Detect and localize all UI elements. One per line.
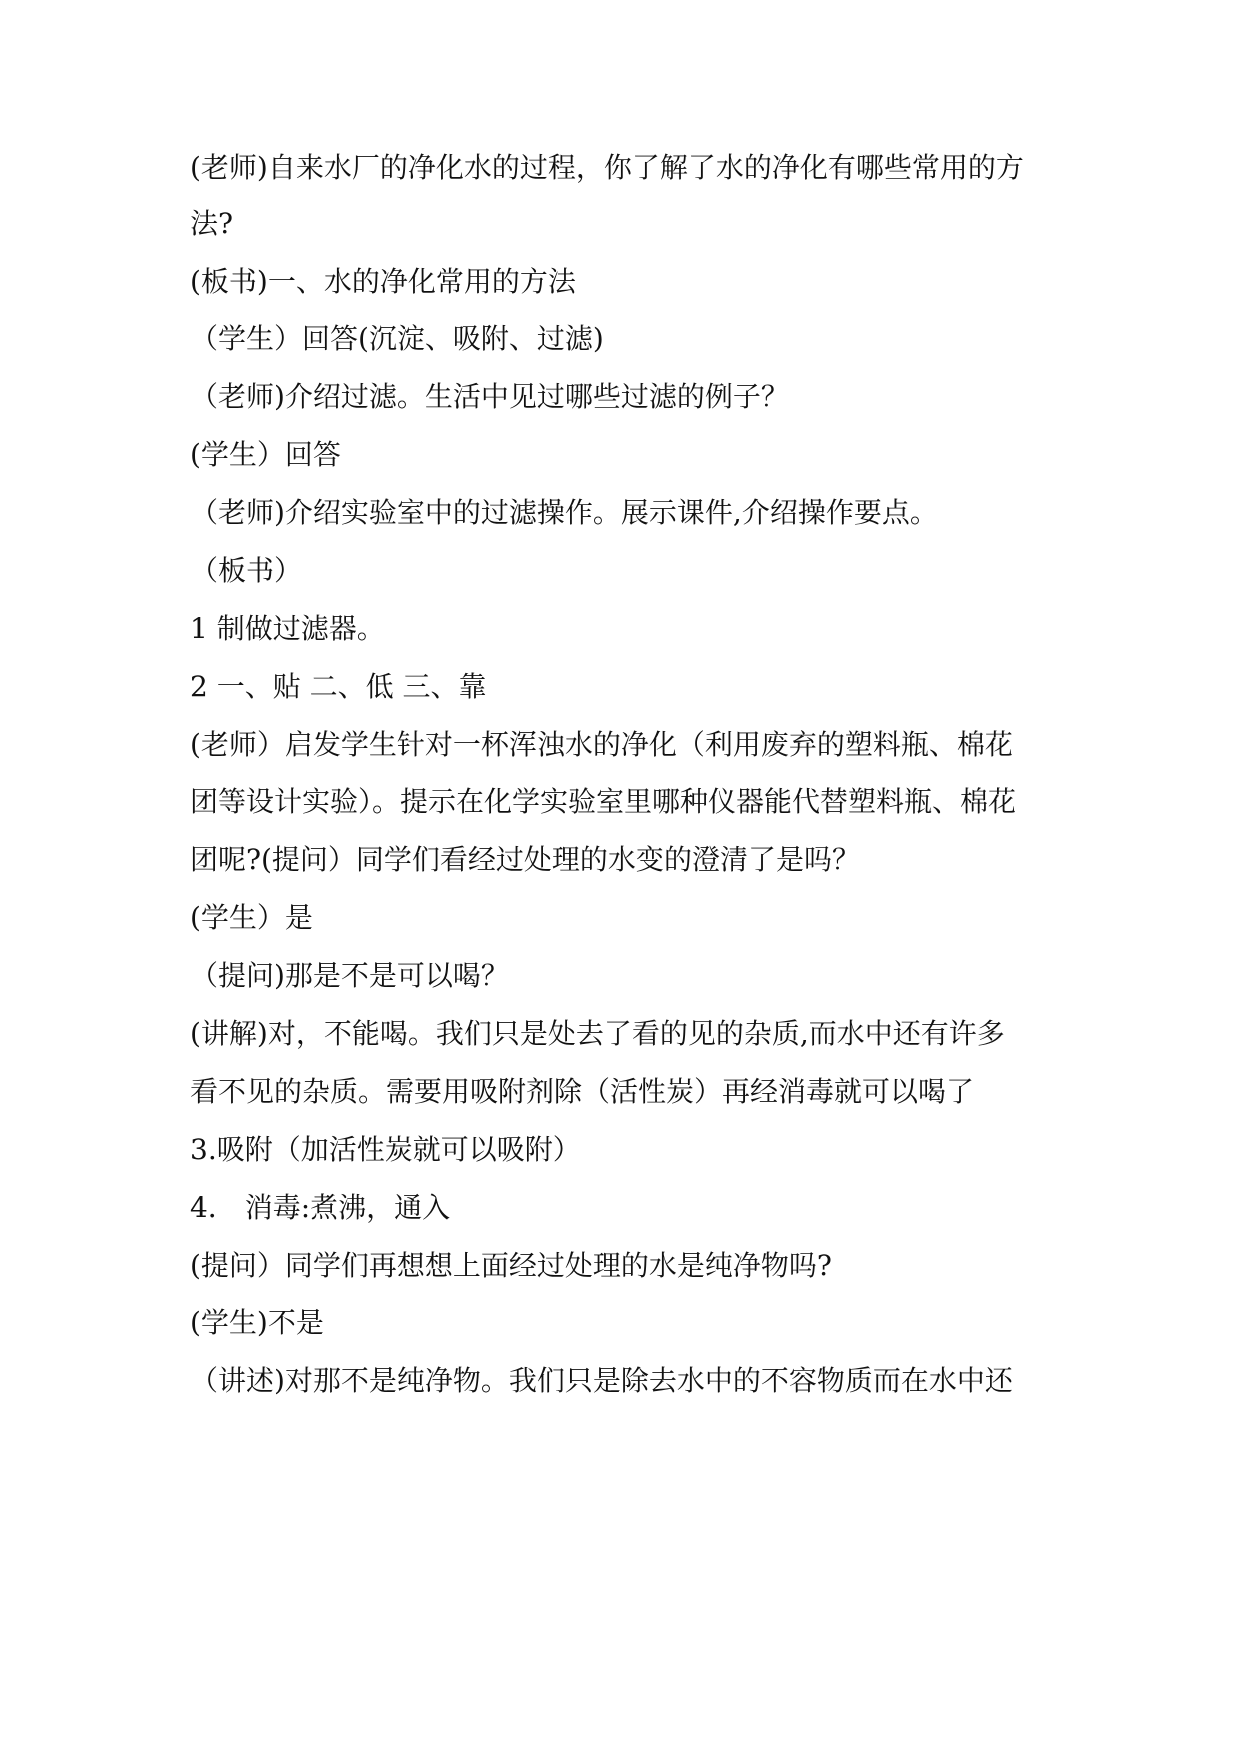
text-line: （提问)那是不是可以喝？ [190,959,509,992]
text-line: 团等设计实验）。提示在化学实验室里哪种仪器能代替塑料瓶、棉花 [190,785,1017,818]
text-line: (学生）是 [190,901,313,934]
text-line: （讲述)对那不是纯净物。我们只是除去水中的不容物质而在水中还 [190,1364,1013,1397]
text-line: （老师)介绍实验室中的过滤操作。展示课件,介绍操作要点。 [190,496,938,529]
text-line: (老师）启发学生针对一杯浑浊水的净化（利用废弃的塑料瓶、棉花 [190,728,1013,761]
text-line: (板书)一、水的净化常用的方法 [190,265,576,298]
text-line: 1 制做过滤器。 [190,612,385,645]
text-line: 3.吸附（加活性炭就可以吸附） [190,1133,581,1166]
text-line: 法? [190,207,234,240]
text-line: 看不见的杂质。需要用吸附剂除（活性炭）再经消毒就可以喝了 [190,1075,975,1108]
text-line: (学生）回答 [190,438,341,471]
text-line: (老师)自来水厂的净化水的过程，你了解了水的净化有哪些常用的方 [190,151,1024,184]
text-line: (学生)不是 [190,1306,324,1339]
text-line: （板书） [190,554,303,587]
text-line: （老师)介绍过滤。生活中见过哪些过滤的例子？ [190,380,789,413]
text-line: (讲解)对，不能喝。我们只是处去了看的见的杂质,而水中还有许多 [190,1017,1005,1050]
text-line: （学生）回答(沉淀、吸附、过滤) [190,322,604,355]
text-line: 2 一、贴 二、低 三、靠 [190,670,487,703]
text-line: 团呢?(提问）同学们看经过处理的水变的澄清了是吗？ [190,843,860,876]
text-line: 4． 消毒:煮沸，通入 [190,1191,451,1224]
text-line: (提问）同学们再想想上面经过处理的水是纯净物吗? [190,1249,832,1282]
